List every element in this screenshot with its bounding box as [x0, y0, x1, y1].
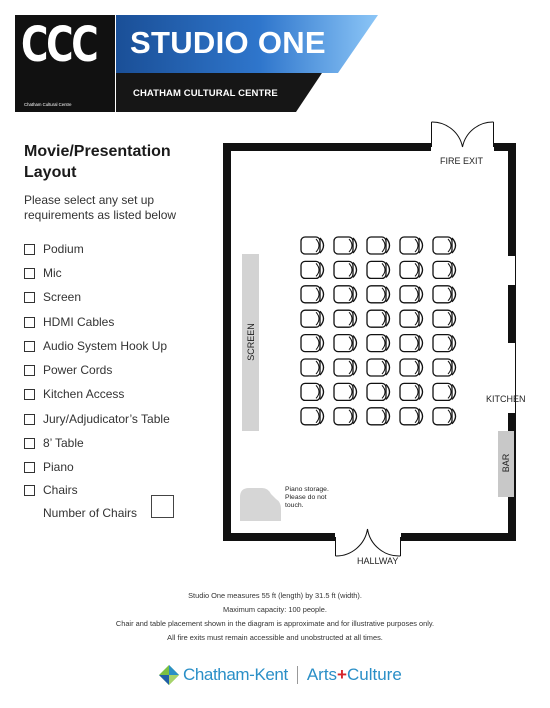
chair [367, 310, 390, 327]
chair-count-label: Number of Chairs [43, 506, 138, 520]
brand-divider [297, 666, 298, 684]
option-label: Screen [43, 290, 82, 304]
chair [334, 261, 357, 278]
chair [433, 310, 456, 327]
brand-section-part2: Culture [346, 665, 402, 684]
option-label: Podium [43, 242, 84, 256]
brand-name: Chatham-Kent [183, 665, 288, 684]
option-label: HDMI Cables [43, 315, 115, 329]
option-label: Kitchen Access [43, 387, 125, 401]
chair [400, 286, 423, 303]
form-title-line1: Movie/Presentation [24, 143, 171, 160]
hallway-doors [336, 529, 401, 556]
wall-right-middle [508, 285, 516, 343]
chair [400, 383, 423, 400]
chair [367, 383, 390, 400]
chair [433, 335, 456, 352]
chair [400, 237, 423, 254]
wall-left [223, 143, 231, 541]
chair [334, 335, 357, 352]
chair [433, 383, 456, 400]
piano-shape [240, 488, 281, 521]
notes [0, 589, 550, 645]
chair [301, 261, 324, 278]
chair [334, 237, 357, 254]
brand-section-part1: Arts [306, 665, 338, 684]
chair [301, 310, 324, 327]
bar-label: BAR [501, 453, 511, 473]
page-subtitle: CHATHAM CULTURAL CENTRE [133, 88, 278, 99]
chair [400, 408, 423, 425]
piano-note-line2: Please do not [285, 494, 327, 501]
chatham-kent-brand [158, 662, 402, 688]
screen-label: SCREEN [246, 323, 256, 361]
chair [334, 310, 357, 327]
chair [433, 286, 456, 303]
option-label: Piano [43, 460, 74, 474]
chair [334, 359, 357, 376]
chatham-kent-diamond-icon [158, 664, 180, 686]
wall-bottom-right [401, 533, 516, 541]
chair [433, 408, 456, 425]
brand-plus: + [337, 665, 347, 684]
logo-subtext: Chatham Cultural Centre [24, 102, 72, 107]
option-label: Mic [43, 266, 62, 280]
chair [301, 286, 324, 303]
chair [433, 359, 456, 376]
instructions-line2: requirements as listed below [24, 208, 177, 222]
fire-exit-label: FIRE EXIT [440, 156, 484, 166]
form-title-line2: Layout [24, 164, 77, 181]
chair [367, 359, 390, 376]
chair [400, 335, 423, 352]
chair [301, 335, 324, 352]
chair [301, 359, 324, 376]
chair [334, 383, 357, 400]
logo-text: CCC [21, 17, 97, 73]
chair [400, 261, 423, 278]
chair [367, 408, 390, 425]
chair [367, 237, 390, 254]
instructions-line1: Please select any set up [24, 193, 155, 207]
chair [433, 261, 456, 278]
fire-exit-doors [432, 122, 494, 147]
kitchen-label: KITCHEN [486, 394, 526, 404]
chair [301, 408, 324, 425]
wall-bottom-left [223, 533, 335, 541]
piano-note-line3: touch. [285, 502, 304, 509]
note-line: All fire exits must remain accessible and unobstructed at all times. [167, 633, 383, 642]
chair [334, 408, 357, 425]
option-label: 8’ Table [43, 436, 84, 450]
chair [367, 286, 390, 303]
chair [301, 383, 324, 400]
wall-right-upper [508, 143, 516, 256]
note-line: Maximum capacity: 100 people. [223, 605, 327, 614]
piano-note [285, 486, 329, 510]
note-line: Studio One measures 55 ft (length) by 31.5 ft (width). [188, 591, 362, 600]
wall-top-left [223, 143, 431, 151]
piano-note-line1: Piano storage. [285, 486, 329, 493]
chair [433, 237, 456, 254]
option-label: Power Cords [43, 363, 113, 377]
hallway-label: HALLWAY [357, 556, 399, 566]
chair [301, 237, 324, 254]
chair [367, 335, 390, 352]
option-label: Chairs [43, 483, 78, 497]
chair [400, 310, 423, 327]
option-label: Audio System Hook Up [43, 339, 168, 353]
chair [367, 261, 390, 278]
note-line: Chair and table placement shown in the diagram is approximate and for illustrative purposes only. [115, 619, 435, 628]
chair [334, 286, 357, 303]
page-title: STUDIO ONE [130, 25, 326, 60]
chair [400, 359, 423, 376]
chair-grid [301, 237, 456, 425]
option-label: Jury/Adjudicator’s Table [43, 412, 170, 426]
